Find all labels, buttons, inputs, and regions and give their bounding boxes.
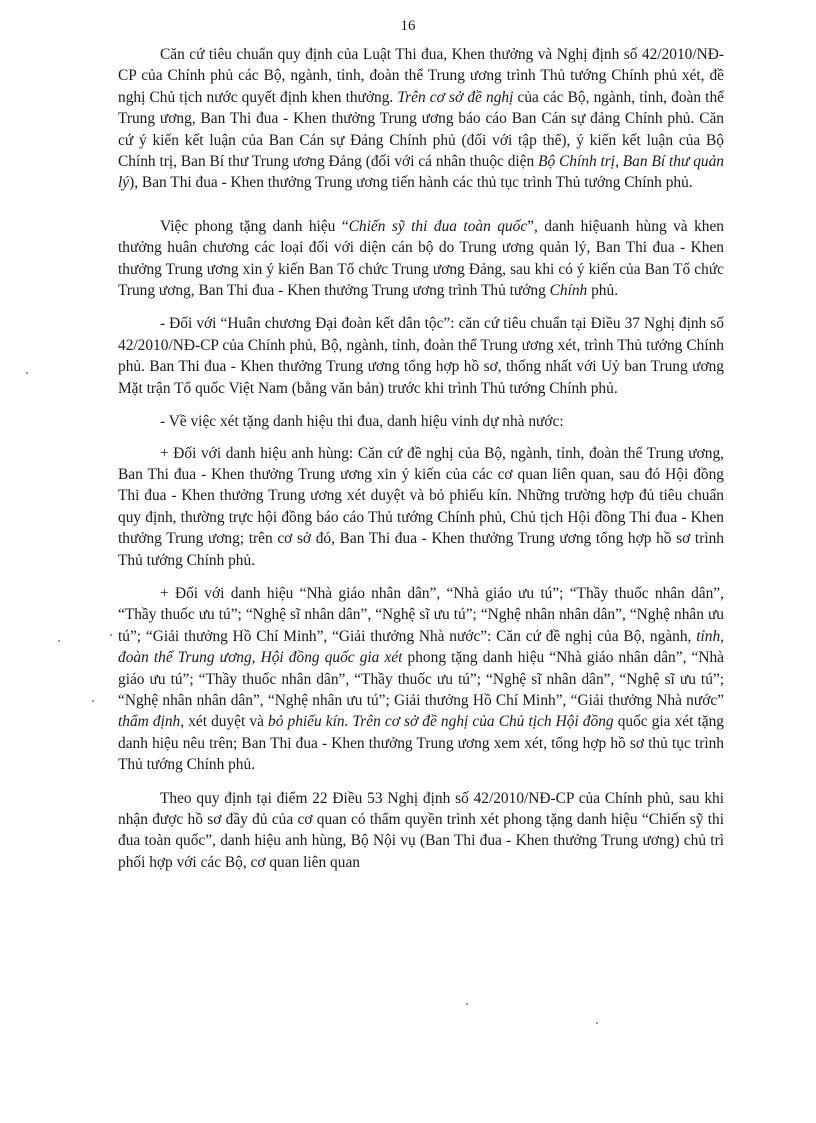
paragraph-2 [118,216,724,302]
scan-speck [596,1022,598,1024]
italic-run: bỏ phiếu kín. Trên cơ sở đề nghị của Chủ tịch Hội đồng [268,713,614,731]
text-run: + Đối với danh hiệu anh hùng: Căn cứ đề nghị của Bộ, ngành, tỉnh, đoàn thể Trung ương, Ban Thi đua - Khen thưởng Trung ương xin ý kiến của các cơ quan liên quan, sau đó Hội đồng Thi đua - Khen thưởng Trung ương xét duyệt và bỏ phiếu kín. Những trường hợp đủ tiêu chuẩn quy định, thường trực hội đồng báo cáo Thủ tướng Chính phủ, Chủ tịch Hội đồng Thi đua - Khen thưởng Trung ương; trên cơ sở đó, Ban Thi đua - Khen thưởng Trung ương tổng hợp hồ sơ trình Thủ tướng Chính phủ. [118,444,724,569]
italic-run: tỉnh, đoàn thể Trung ương, Hội đồng quốc gia xét [118,627,724,667]
paragraph-5 [118,443,724,571]
document-body [118,44,724,873]
italic-run: Trên cơ sở đề nghị [397,88,514,106]
scan-speck [92,700,94,702]
text-run: của các Bộ, ngành, tỉnh, đoàn thể Trung ương, Ban Thi đua - Khen thưởng Trung ương báo cáo Ban Cán sự đảng Chính phủ. Căn cứ ý kiến kết luận của Ban Cán sự Đảng Chính phủ (đối với tập thể), ý kiến kết luận của Bộ Chính trị, Ban Bí thư Trung ương Đảng (đối với cá nhân thuộc diện [118,88,724,171]
text-run: Theo quy định tại điểm 22 Điều 53 Nghị định số 42/2010/NĐ-CP của Chính phủ, sau khi nhận được hồ sơ đầy đủ của cơ quan có thẩm quyền trình xét phong tặng danh hiệu “Chiến sỹ thi đua toàn quốc”, danh hiệu anh hùng, Bộ Nội vụ (Ban Thi đua - Khen thưởng Trung ương) chủ trì phối hợp với các Bộ, cơ quan liên quan [118,789,724,871]
text-run: ), Ban Thi đua - Khen thưởng Trung ương tiến hành các thủ tục trình Thủ tướng Chính phủ. [129,174,693,192]
text-run: , xét duyệt và [180,713,269,731]
scan-speck [466,1003,468,1005]
text-run: phong tặng danh hiệu “Nhà giáo nhân dân”, “Nhà giáo ưu tú”; “Thầy thuốc nhân dân”, “Thầy thuốc ưu tú”; “Nghệ sĩ nhân dân”, “Nghệ sĩ ưu tú”; “Nghệ nhân nhân dân”, “Nghệ nhân ưu tú”; Giải thưởng Hồ Chí Minh”, “Giải thưởng Nhà nước” [118,649,725,709]
italic-run: thẩm định [118,713,181,731]
text-run: quốc gia xét tặng danh hiệu nêu trên; Ban Thi đua - Khen thưởng Trung ương xem xét, tổng hợp hồ sơ thủ tục trình Thủ tướng Chính phủ. [118,713,724,774]
scan-speck [26,372,28,374]
paragraph-3 [118,313,724,399]
text-run: ”, danh hiệuanh hùng và khen thưởng huân chương các loại đối với diện cán bộ do Trung ương quản lý, Ban Thi đua - Khen thưởng Trung ương xin ý kiến Ban Tổ chức Trung ương Đảng, sau khi có ý kiến của Ban Tổ chức Trung ương, Ban Thi đua - Khen thưởng Trung ương trình Thủ tướng [118,217,724,300]
paragraph-4 [118,411,724,432]
italic-run: Chiến sỹ thi đua toàn quốc [348,217,528,235]
page-number: 16 [400,18,416,34]
scan-speck [58,640,60,642]
paragraph-6 [118,583,724,776]
text-run: Căn cứ tiêu chuẩn quy định của Luật Thi đua, Khen thưởng và Nghị định số 42/2010/NĐ-CP của Chính phủ các Bộ, ngành, tỉnh, đoàn thể Trung ương trình Thủ tướng Chính phủ xét, đề nghị Chủ tịch nước quyết định khen thưởng. [118,46,724,106]
scan-speck [110,634,112,636]
paragraph-7 [118,788,724,874]
text-run: phủ. [587,282,619,300]
text-run: Việc phong tặng danh hiệu “ [160,217,349,235]
paragraph-1 [118,44,724,194]
italic-run: Bộ Chính trị, Ban Bí thư quản lý [118,153,724,192]
text-run: - Đối với “Huân chương Đại đoàn kết dân tộc”: căn cứ tiêu chuẩn tại Điều 37 Nghị định số 42/2010/NĐ-CP của Chính phủ, Bộ, ngành, tỉnh, đoàn thể Trung ương xét, trình Thủ tướng Chính phủ. Ban Thi đua - Khen thưởng Trung ương tổng hợp hồ sơ, thống nhất với Uỷ ban Trung ương Mặt trận Tổ quốc Việt Nam (bằng văn bản) trước khi trình Thủ tướng Chính phủ. [118,315,724,397]
text-run: - Về việc xét tặng danh hiệu thi đua, danh hiệu vinh dự nhà nước: [160,413,564,431]
italic-run: Chính [549,282,588,300]
text-run: + Đối với danh hiệu “Nhà giáo nhân dân”, “Nhà giáo ưu tú”; “Thầy thuốc nhân dân”, “Thầy thuốc ưu tú”; “Nghệ sĩ nhân dân”, “Nghệ sĩ ưu tú”; “Nghệ nhân nhân dân”, “Nghệ nhân ưu tú”; “Giải thưởng Hồ Chí Minh”, “Giải thưởng Nhà nước”: Căn cứ đề nghị của Bộ, ngành, [118,584,724,645]
